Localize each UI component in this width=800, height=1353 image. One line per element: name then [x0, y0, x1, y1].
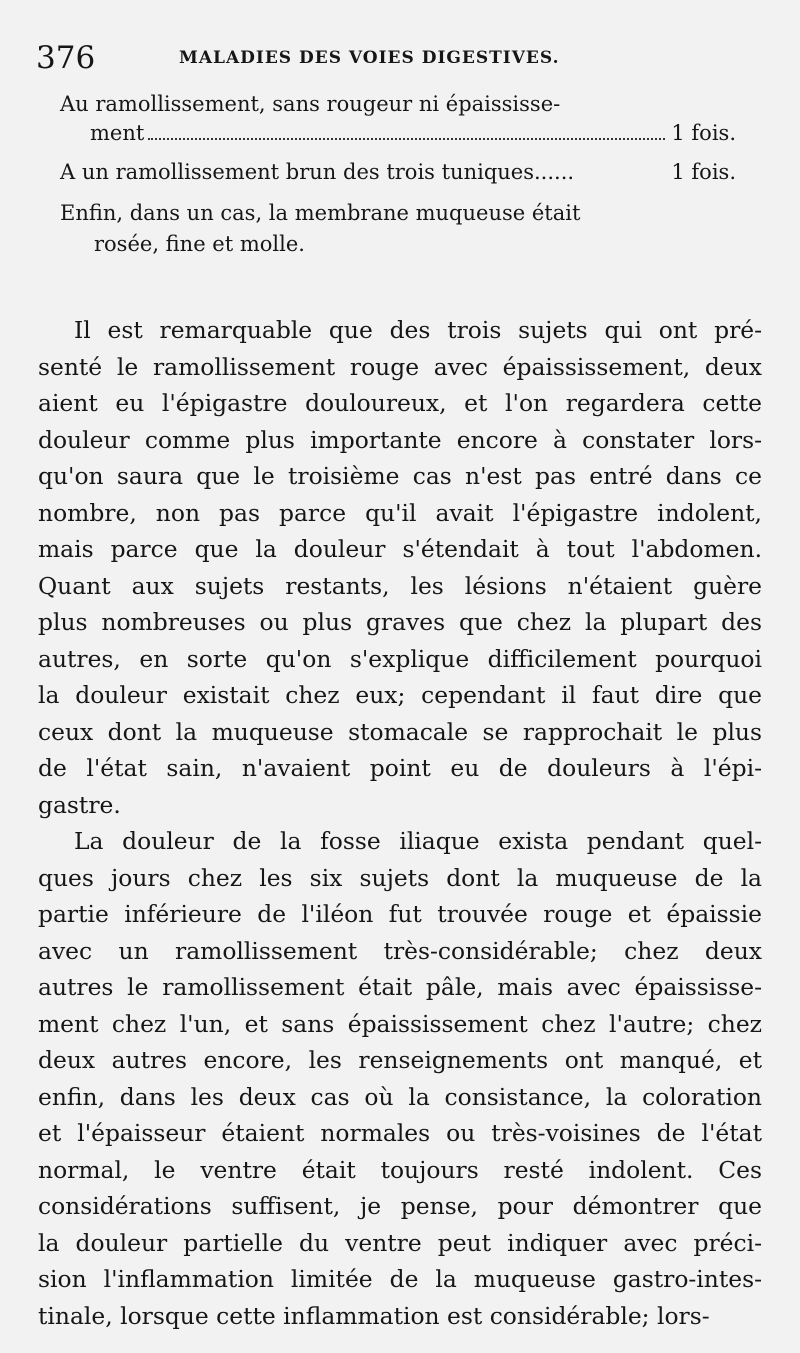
text-line: ceux dont la muqueuse stomacale se rapprochait le plus: [38, 717, 762, 746]
row-label: Au ramollissement, sans rougeur ni épaississe-: [60, 92, 561, 116]
body-text: [38, 312, 762, 1334]
page-header: [36, 40, 736, 80]
note-line: Enfin, dans un cas, la membrane muqueuse était: [60, 201, 581, 225]
page-number: 376: [36, 40, 96, 76]
table-row: [60, 158, 736, 187]
row-label: A un ramollissement brun des trois tuniques......: [60, 160, 575, 184]
text-line: enfin, dans les deux cas où la consistance, la coloration: [38, 1082, 762, 1111]
text-line: la douleur partielle du ventre peut indiquer avec préci-: [38, 1228, 762, 1257]
text-line: deux autres encore, les renseignements ont manqué, et: [38, 1046, 762, 1074]
text-line: mais parce que la douleur s'étendait à tout l'abdomen.: [38, 535, 762, 563]
text-line: aient eu l'épigastre douloureux, et l'on regardera cette: [38, 389, 762, 417]
text-line: la douleur existait chez eux; cependant il faut dire que: [38, 681, 762, 709]
text-line: La douleur de la fosse iliaque exista pendant quel-: [74, 827, 762, 855]
findings-table: [60, 90, 736, 187]
text-line: Quant aux sujets restants, les lésions n'étaient guère: [38, 571, 762, 600]
dot-leader: [148, 138, 665, 140]
text-line: et l'épaisseur étaient normales ou très-voisines de l'état: [38, 1119, 762, 1147]
table-row: [60, 90, 736, 119]
note-line: rosée, fine et molle.: [94, 232, 305, 256]
text-line: senté le ramollissement rouge avec épaississement, deux: [38, 352, 762, 381]
table-note: [60, 198, 736, 260]
paragraph-2: [38, 823, 762, 1334]
text-line: avec un ramollissement très-considérable; chez deux: [38, 936, 762, 965]
text-line: ment chez l'un, et sans épaississement chez l'autre; chez: [38, 1009, 762, 1038]
text-line: autres, en sorte qu'on s'explique difficilement pourquoi: [38, 644, 762, 673]
text-line: plus nombreuses ou plus graves que chez la plupart des: [38, 608, 762, 636]
text-line: gastre.: [38, 790, 121, 819]
running-title: MALADIES DES VOIES DIGESTIVES.: [179, 48, 560, 68]
paragraph-1: [38, 312, 762, 823]
row-count: 1 fois.: [671, 160, 736, 184]
text-line: de l'état sain, n'avaient point eu de douleurs à l'épi-: [38, 754, 762, 782]
text-line: ques jours chez les six sujets dont la muqueuse de la: [38, 863, 762, 892]
text-line: tinale, lorsque cette inflammation est considérable; lors-: [38, 1301, 710, 1330]
text-line: nombre, non pas parce qu'il avait l'épigastre indolent,: [38, 498, 762, 527]
text-line: qu'on saura que le troisième cas n'est pas entré dans ce: [38, 462, 762, 490]
table-row: [60, 119, 736, 148]
text-line: partie inférieure de l'iléon fut trouvée rouge et épaissie: [38, 900, 762, 928]
text-line: douleur comme plus importante encore à constater lors-: [38, 425, 762, 454]
row-label: ment: [90, 121, 145, 145]
text-line: considérations suffisent, je pense, pour démontrer que: [38, 1192, 762, 1220]
text-line: autres le ramollissement était pâle, mais avec épaississe-: [38, 973, 762, 1001]
text-line: Il est remarquable que des trois sujets qui ont pré-: [74, 316, 762, 344]
text-line: sion l'inflammation limitée de la muqueuse gastro-intes-: [38, 1265, 762, 1293]
row-count: 1 fois.: [671, 121, 736, 145]
text-line: normal, le ventre était toujours resté indolent. Ces: [38, 1155, 762, 1184]
